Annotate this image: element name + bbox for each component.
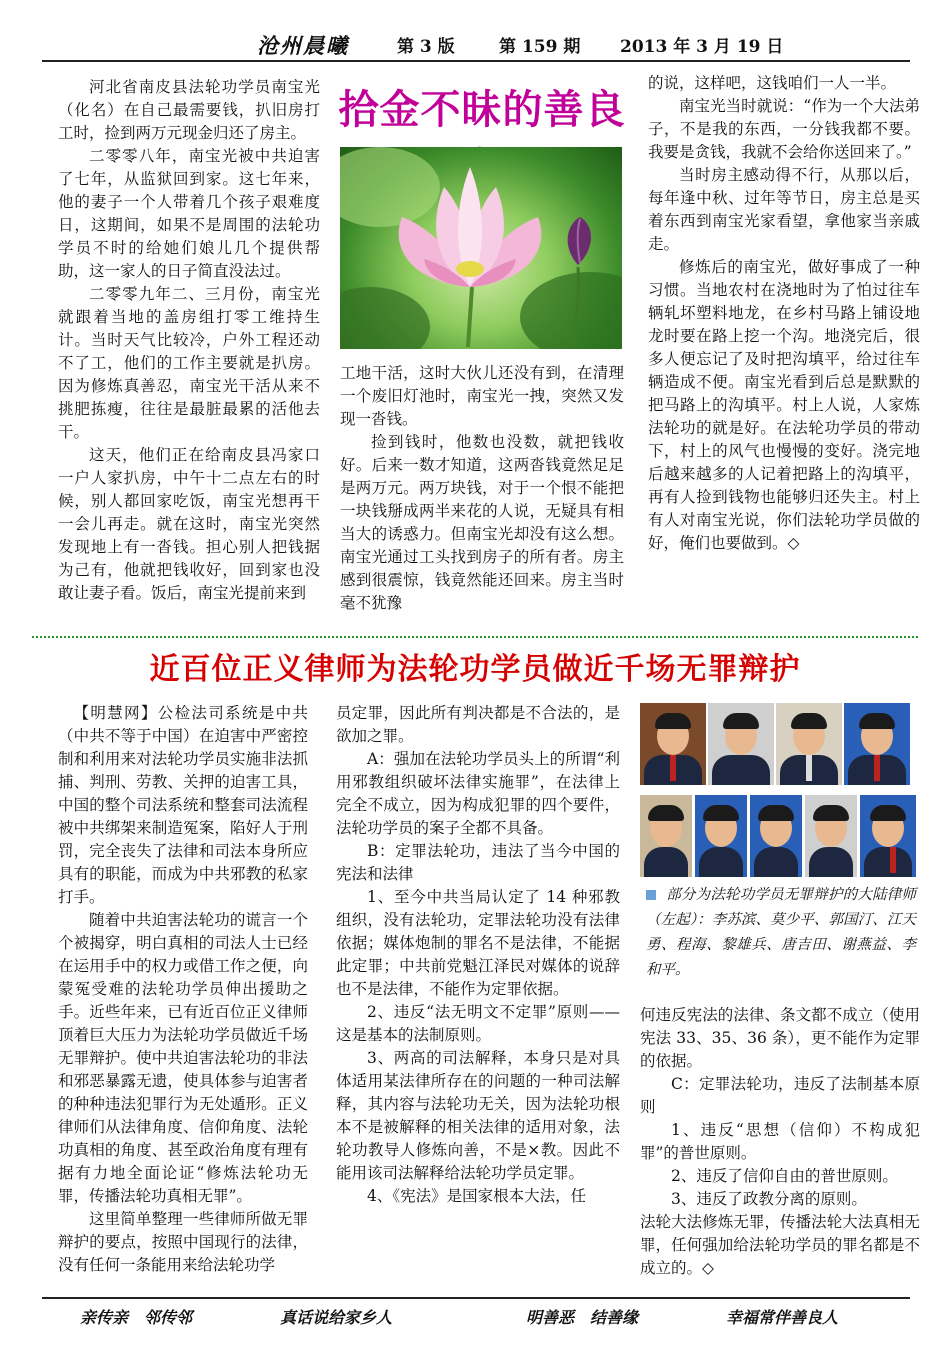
lawyers-photo-grid xyxy=(640,703,918,875)
footer-slogan: 明善恶 结善缘 xyxy=(526,1308,639,1327)
article1-col1 xyxy=(58,76,320,605)
page-header xyxy=(42,30,910,62)
article2-title: 近百位正义律师为法轮功学员做近千场无罪辩护 xyxy=(149,652,801,687)
paragraph: 当时房主感动得不行，从那以后，每年逢中秋、过年等节日，房主总是买着东西到南宝光家看望，拿他家当亲戚走。 xyxy=(648,166,920,253)
lawyer-photo xyxy=(750,795,802,877)
lawyer-photo xyxy=(805,795,857,877)
section-divider xyxy=(32,636,918,638)
masthead: 沧州晨曦 xyxy=(257,33,349,58)
lawyer-photo xyxy=(776,703,842,785)
paragraph: 3、违反了政教分离的原则。 xyxy=(671,1190,867,1208)
paragraph: 1、至今中共当局认定了 14 种邪教组织，没有法轮功，定罪法轮功没有法律依据；媒体炮制的罪名不是法律，不能据此定罪；中共前党魁江泽民对媒体的说辞也不是法律，不能作为定罪依据。 xyxy=(336,888,620,998)
paragraph: 4、《宪法》是国家根本大法，任 xyxy=(367,1187,587,1205)
footer-slogan: 幸福常伴善良人 xyxy=(726,1308,839,1327)
lawyer-photo xyxy=(708,703,774,785)
paragraph: 何违反宪法的法律、条文都不成立（使用宪法 33、35、36 条），更不能作为定罪的依据。 xyxy=(640,1006,920,1070)
article1-title: 拾金不昧的善良 xyxy=(338,87,626,133)
issue-date: 2013 年 3 月 19 日 xyxy=(620,37,784,57)
paragraph: 二零零九年二、三月份，南宝光就跟着当地的盖房组打零工维持生计。当时天气比较冷，户外工程还动不了工，他们的工作主要就是扒房。因为修炼真善忍，南宝光干活从来不挑肥拣瘦，往往是最脏最累的活他去干。 xyxy=(58,285,320,441)
article2-col2 xyxy=(336,702,620,1208)
lawyer-photo xyxy=(640,703,706,785)
lotus-icon xyxy=(340,147,622,349)
paragraph: 这里简单整理一些律师所做无罪辩护的要点，按照中国现行的法律，没有任何一条能用来给法轮功学 xyxy=(58,1210,308,1274)
paragraph: C：定罪法轮功，违反了法制基本原则 xyxy=(640,1075,920,1116)
paragraph: B：定罪法轮功，违法了当今中国的宪法和法律 xyxy=(336,842,620,883)
article1-col2 xyxy=(340,362,624,615)
paragraph: 员定罪，因此所有判决都是不合法的，是欲加之罪。 xyxy=(336,704,620,745)
paragraph: 2、违反“法无明文不定罪”原则——这是基本的法制原则。 xyxy=(336,1003,620,1044)
paragraph: 河北省南皮县法轮功学员南宝光（化名）在自己最需要钱，扒旧房打工时，捡到两万元现金归还了房主。 xyxy=(58,78,320,142)
paragraph: 2、违反了信仰自由的普世原则。 xyxy=(671,1167,898,1185)
paragraph: 这天，他们正在给南皮县冯家口一户人家扒房，中午十二点左右的时候，别人都回家吃饭，南宝光想再干一会儿再走。就在这时，南宝光突然发现地上有一沓钱。担心别人把钱据为己有，他就把钱收好，回到家也没敢让妻子看。饭后，南宝光提前来到 xyxy=(58,446,320,602)
paragraph: 随着中共迫害法轮功的谎言一个个被揭穿，明白真相的司法人士已经在运用手中的权力或借工作之便，向蒙冤受难的法轮功学员伸出援助之手。近些年来，已有近百位正义律师顶着巨大压力为法轮功学员做近千场无罪辩护。使中共迫害法轮功的非法和邪恶暴露无遗，使具体参与迫害者的种种违法犯罪行为无处遁形。正义律师们从法律角度、信仰角度、法轮功真相的角度、甚至政治角度有理有据有力地全面论证“修炼法轮功无罪，传播法轮功真相无罪”。 xyxy=(58,911,308,1205)
paragraph: 工地干活，这时大伙儿还没有到，在清理一个废旧灯池时，南宝光一拽，突然又发现一沓钱。 xyxy=(340,364,624,428)
paragraph: 1、违反“思想（信仰）不构成犯罪”的普世原则。 xyxy=(640,1121,920,1162)
issue-number: 第 159 期 xyxy=(499,37,581,57)
lawyer-photo xyxy=(640,795,692,877)
page-footer xyxy=(42,1297,910,1327)
paragraph: 二零零八年，南宝光被中共迫害了七年，从监狱回到家。这七年来，他的妻子一个人带着几个孩子艰难度日，这期间，如果不是周围的法轮功学员不时的给她们娘儿几个提供帮助，这一家人的日子简直没法过。 xyxy=(58,147,320,280)
article2-col1 xyxy=(58,702,308,1277)
paragraph: 3、两高的司法解释，本身只是对具体适用某法律所存在的问题的一种司法解释，其内容与法轮功无关，因为法轮功根本不是被解释的相关法律的适用对象，法轮功教导人修炼向善，不是×教。因此不能用该司法解释给法轮功学员定罪。 xyxy=(336,1049,620,1182)
paragraph: 【明慧网】公检法司系统是中共（中共不等于中国）在迫害中严密控制和利用来对法轮功学员实施非法抓捕、判刑、劳教、关押的迫害工具，中国的整个司法系统和整套司法流程被中共绑架来制造冤案，陷好人于刑罚，完全丧失了法律和司法本身所应具有的职能，而成为中共邪教的私家打手。 xyxy=(58,704,308,906)
lawyer-photo xyxy=(695,795,747,877)
lawyer-photo xyxy=(860,795,916,877)
paragraph: 法轮大法修炼无罪，传播法轮大法真相无罪，任何强加给法轮功学员的罪名都是不成立的。◇ xyxy=(640,1213,920,1277)
paragraph: 捡到钱时，他数也没数，就把钱收好。后来一数才知道，这两沓钱竟然足足是两万元。两万块钱，对于一个恨不能把一块钱掰成两半来花的人说，无疑具有相当大的诱惑力。但南宝光却没有这么想。南宝光通过工头找到房子的所有者。房主感到很震惊，钱竟然能还回来。房主当时毫不犹豫 xyxy=(340,433,624,612)
paragraph: A：强加在法轮功学员头上的所谓“利用邪教组织破坏法律实施罪”，在法律上完全不成立，因为构成犯罪的四个要件，法轮功学员的案子全都不具备。 xyxy=(336,750,620,837)
lotus-flower-photo xyxy=(340,147,622,349)
caption-text: 部分为法轮功学员无罪辩护的大陆律师（左起）：李苏滨、莫少平、郭国汀、江天勇、程海、黎雄兵、唐吉田、谢燕益、李和平。 xyxy=(646,887,916,978)
article2-col3 xyxy=(640,1004,920,1280)
edition: 第 3 版 xyxy=(397,37,455,57)
footer-slogan: 真话说给家乡人 xyxy=(280,1308,393,1327)
paragraph: 的说，这样吧，这钱咱们一人一半。 xyxy=(648,74,897,92)
photo-caption xyxy=(646,883,916,983)
article1-col3 xyxy=(648,72,920,555)
blue-square-icon xyxy=(646,890,656,900)
paragraph: 南宝光当时就说：“作为一个大法弟子，不是我的东西，一分钱我都不要。我要是贪钱，我就不会给你送回来了。” xyxy=(648,97,920,161)
lawyer-photo xyxy=(844,703,910,785)
footer-slogan: 亲传亲 邻传邻 xyxy=(80,1308,193,1327)
paragraph: 修炼后的南宝光，做好事成了一种习惯。当地农村在浇地时为了怕过往车辆轧坏塑料地龙，在乡村马路上铺设地龙时要在路上挖一个沟。地浇完后，很多人便忘记了及时把沟填平，给过往车辆造成不便。南宝光看到后总是默默的把马路上的沟填平。村上人说，人家炼法轮功的就是好。在法轮功学员的带动下，村上的风气也慢慢的变好。浇完地后越来越多的人记着把路上的沟填平，再有人捡到钱物也能够归还失主。村上有人对南宝光说，你们法轮功学员做的好，俺们也要做到。◇ xyxy=(648,258,920,552)
